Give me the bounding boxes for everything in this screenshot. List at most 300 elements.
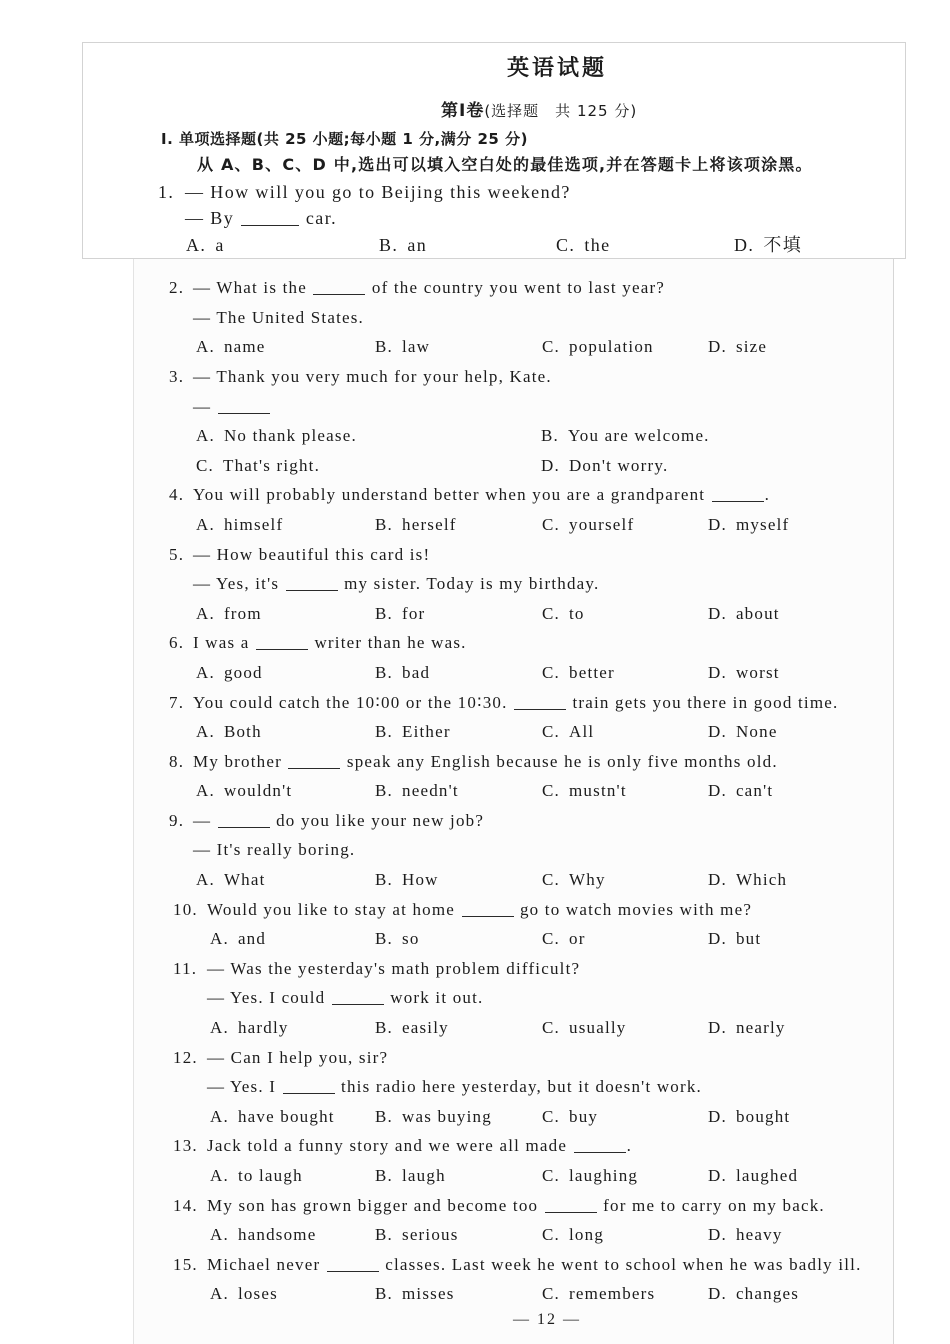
text-segment: You could catch the 10∶00 or the 10∶30. [193, 692, 513, 712]
option-label: D. [541, 455, 560, 475]
text-segment: classes. Last week he went to school when he was badly ill. [379, 1254, 862, 1274]
option-text: bought [735, 1106, 791, 1126]
answer-blank [218, 398, 270, 413]
question-text [207, 1131, 632, 1161]
option-text: Why [569, 870, 606, 890]
option-text: population [569, 337, 654, 357]
question-number: 12. [173, 1047, 198, 1067]
option-text: What [223, 870, 266, 890]
question-text [207, 895, 752, 925]
question-9 [134, 806, 893, 895]
options-row [134, 776, 893, 806]
option-a [196, 421, 357, 451]
text-segment: work it out. [384, 988, 484, 1008]
option-label: B. [375, 870, 393, 890]
text-segment: You will probably understand better when you are a grandparent [193, 485, 711, 505]
question-number: 13. [173, 1136, 198, 1156]
question-text [193, 628, 467, 658]
page-number: — 12 — [513, 1311, 581, 1328]
option-b [375, 332, 430, 362]
header-panel [82, 42, 906, 259]
option-d [708, 332, 767, 362]
question-text [193, 540, 430, 570]
text-segment: — The United States. [193, 307, 364, 327]
option-a [196, 658, 263, 688]
option-label: B. [375, 1018, 393, 1038]
option-a [210, 1220, 316, 1250]
option-d [708, 1161, 798, 1191]
option-d [708, 510, 789, 540]
answer-blank [462, 901, 514, 916]
option-text: and [237, 929, 267, 949]
options-row [134, 865, 893, 895]
question-number: 10. [173, 899, 198, 919]
text-segment: I was a [193, 633, 255, 653]
option-text: That's right. [223, 455, 321, 475]
option-label: B. [379, 234, 399, 255]
option-text: misses [402, 1284, 455, 1304]
question-stem [134, 1191, 893, 1221]
question-continuation [83, 205, 905, 232]
option-label: B. [375, 337, 393, 357]
option-b [375, 599, 425, 629]
options-row [134, 1279, 893, 1309]
text-segment: speak any English because he is only five months old. [341, 751, 778, 771]
text-segment: Would you like to stay at home [207, 899, 461, 919]
option-text: serious [402, 1225, 459, 1245]
option-label: C. [542, 1166, 560, 1185]
text-segment: — Yes. I could [207, 988, 331, 1008]
text-segment: — By [185, 208, 241, 229]
option-text: Which [735, 870, 788, 890]
text-segment: my sister. Today is my birthday. [338, 574, 600, 594]
text-segment: writer than he was. [309, 633, 467, 653]
question-stem [134, 895, 893, 925]
option-label: D. [708, 870, 727, 890]
question-stem [134, 1043, 893, 1073]
question-stem [134, 806, 893, 836]
options-row [134, 658, 893, 688]
option-text: name [223, 337, 266, 357]
question-list-top [83, 179, 905, 259]
question-number: 4. [169, 485, 185, 505]
option-label: A. [186, 234, 207, 255]
volume-heading [441, 101, 637, 121]
option-text: laugh [402, 1166, 446, 1185]
option-text: wouldn't [223, 781, 293, 801]
option-label: D. [708, 514, 727, 534]
option-text: so [402, 929, 420, 949]
question-5 [134, 540, 893, 629]
question-3 [134, 362, 893, 480]
option-label: C. [542, 603, 560, 623]
question-text [207, 1250, 862, 1280]
question-text [193, 480, 770, 510]
volume-note: (选择题 共 125 分) [484, 102, 638, 120]
question-stem [83, 179, 905, 206]
option-text: long [569, 1225, 605, 1245]
option-label: D. [708, 1018, 727, 1038]
option-text: mustn't [569, 781, 627, 801]
question-text [193, 688, 838, 718]
option-text: to [569, 603, 585, 623]
option-label: D. [708, 1106, 727, 1126]
option-text: How [402, 870, 439, 890]
option-label: A. [196, 662, 215, 682]
question-13 [134, 1131, 893, 1190]
option-d [708, 658, 780, 688]
option-a [210, 924, 266, 954]
options-row [83, 232, 905, 259]
option-b [375, 510, 457, 540]
text-segment: Michael never [207, 1254, 326, 1274]
option-text: himself [223, 514, 284, 534]
answer-blank [327, 1256, 379, 1271]
text-segment: Jack told a funny story and we were all made [207, 1136, 573, 1156]
option-label: C. [542, 1018, 560, 1038]
option-label: A. [210, 1018, 229, 1038]
answer-blank [545, 1197, 597, 1212]
option-text: handsome [237, 1225, 317, 1245]
question-4 [134, 480, 893, 539]
question-6 [134, 628, 893, 687]
option-label: B. [375, 662, 393, 682]
text-segment: do you like your new job? [270, 810, 485, 830]
option-label: B. [375, 603, 393, 623]
option-text: laughed [735, 1166, 799, 1185]
option-label: C. [542, 337, 560, 357]
option-text: to laugh [237, 1166, 303, 1185]
question-stem [134, 954, 893, 984]
answer-blank [283, 1079, 335, 1094]
option-label: C. [542, 1106, 560, 1126]
option-label: D. [708, 603, 727, 623]
question-number: 1. [158, 181, 175, 202]
question-text [207, 1072, 702, 1102]
text-segment: train gets you there in good time. [567, 692, 839, 712]
option-d [708, 1220, 783, 1250]
question-stem [134, 480, 893, 510]
option-label: C. [542, 662, 560, 682]
answer-blank [241, 210, 299, 226]
option-text: better [569, 662, 615, 682]
option-label: D. [708, 1166, 727, 1185]
option-label: A. [210, 1284, 229, 1304]
text-segment: this radio here yesterday, but it doesn't work. [335, 1077, 703, 1097]
option-label: B. [375, 722, 393, 742]
option-text: herself [402, 514, 457, 534]
question-number: 2. [169, 278, 185, 298]
question-continuation [134, 835, 893, 865]
answer-blank [514, 694, 566, 709]
question-text [207, 983, 484, 1013]
question-11 [134, 954, 893, 1043]
option-text: good [223, 662, 263, 682]
option-d [708, 1102, 790, 1132]
text-segment: go to watch movies with me? [514, 899, 753, 919]
option-a [210, 1013, 289, 1043]
section-heading: Ⅰ. 单项选择题(共 25 小题;每小题 1 分,满分 25 分) [161, 130, 528, 148]
option-text: a [215, 234, 225, 255]
option-text: changes [735, 1284, 800, 1304]
option-d [541, 451, 668, 481]
option-d [708, 1279, 799, 1309]
question-text [185, 205, 337, 232]
option-a [210, 1102, 335, 1132]
option-text: Either [402, 722, 451, 742]
option-label: D. [708, 662, 727, 682]
options-row [134, 510, 893, 540]
option-a [196, 865, 266, 895]
question-text [193, 569, 599, 599]
option-c [542, 658, 615, 688]
exam-title: 英语试题 [507, 56, 608, 81]
option-label: A. [196, 514, 215, 534]
option-c [542, 776, 627, 806]
question-text [207, 954, 580, 984]
option-label: A. [210, 929, 229, 949]
question-text [207, 1043, 388, 1073]
option-label: A. [196, 426, 215, 446]
option-label: A. [210, 1166, 229, 1185]
question-stem [134, 540, 893, 570]
option-text: law [402, 337, 431, 357]
option-c [542, 599, 585, 629]
option-text: an [407, 234, 428, 255]
option-text: All [569, 722, 595, 742]
option-label: C. [542, 514, 560, 534]
option-b [375, 658, 430, 688]
options-row [134, 717, 893, 747]
option-text: heavy [735, 1225, 783, 1245]
question-number: 7. [169, 692, 185, 712]
option-text: yourself [569, 514, 635, 534]
option-text: easily [402, 1018, 449, 1038]
option-d [734, 232, 802, 259]
option-text: laughing [569, 1166, 639, 1185]
text-segment: — How will you go to Beijing this weekend? [185, 181, 571, 202]
option-label: D. [708, 722, 727, 742]
option-c [542, 865, 606, 895]
option-b [375, 865, 439, 895]
option-a [210, 1279, 278, 1309]
answer-blank [574, 1138, 626, 1153]
option-label: A. [210, 1106, 229, 1126]
text-segment: car. [300, 208, 337, 229]
options-row [134, 1220, 893, 1250]
text-segment: — How beautiful this card is! [193, 544, 431, 564]
option-text: can't [735, 781, 774, 801]
question-text [193, 747, 778, 777]
option-label: D. [708, 1225, 727, 1245]
question-continuation [134, 303, 893, 333]
text-segment: . [764, 485, 771, 505]
text-segment: — It's really boring. [193, 840, 356, 860]
option-label: D. [708, 781, 727, 801]
text-segment: My brother [193, 751, 288, 771]
question-continuation [134, 983, 893, 1013]
question-10 [134, 895, 893, 954]
option-label: A. [196, 870, 215, 890]
answer-blank [286, 576, 338, 591]
option-text: 不填 [763, 234, 803, 255]
option-label: C. [542, 929, 560, 949]
options-row [134, 332, 893, 362]
option-text: bad [402, 662, 431, 682]
option-text: You are welcome. [568, 426, 710, 446]
option-a [196, 717, 262, 747]
option-b [375, 717, 451, 747]
option-label: D. [708, 929, 727, 949]
text-segment: for me to carry on my back. [597, 1195, 825, 1215]
question-number: 5. [169, 544, 185, 564]
question-list [134, 273, 893, 1309]
option-text: for [402, 603, 426, 623]
answer-blank [712, 487, 764, 502]
answer-blank [256, 635, 308, 650]
option-c [542, 1102, 598, 1132]
option-b [375, 1102, 492, 1132]
question-1 [83, 179, 905, 259]
option-text: buy [569, 1106, 599, 1126]
option-label: C. [196, 455, 214, 475]
option-text: about [735, 603, 780, 623]
option-c [542, 1161, 638, 1191]
option-text: usually [569, 1018, 627, 1038]
option-text: the [584, 234, 611, 255]
option-b [375, 1220, 459, 1250]
option-a [186, 232, 225, 259]
options-row [134, 421, 893, 451]
option-b [375, 776, 459, 806]
option-d [708, 776, 773, 806]
text-segment: — Yes, it's [193, 574, 285, 594]
option-c [542, 510, 634, 540]
option-label: B. [375, 929, 393, 949]
question-2 [134, 273, 893, 362]
options-row [134, 1102, 893, 1132]
option-c [542, 1013, 627, 1043]
question-text [193, 362, 552, 392]
question-stem [134, 747, 893, 777]
question-text [207, 1191, 825, 1221]
option-d [708, 717, 778, 747]
question-page [133, 258, 894, 1344]
text-segment: of the country you went to last year? [366, 278, 666, 298]
question-number: 9. [169, 810, 185, 830]
question-number: 8. [169, 751, 185, 771]
option-b [375, 1161, 446, 1191]
option-label: A. [196, 603, 215, 623]
text-segment: . [626, 1136, 633, 1156]
option-text: from [223, 603, 262, 623]
option-label: C. [542, 1225, 560, 1245]
question-stem [134, 1250, 893, 1280]
option-c [542, 717, 594, 747]
option-text: None [735, 722, 778, 742]
option-label: B. [375, 514, 393, 534]
option-a [196, 332, 266, 362]
option-text: have bought [237, 1106, 335, 1126]
option-label: B. [541, 426, 559, 446]
option-text: Both [223, 722, 262, 742]
question-text [193, 835, 355, 865]
option-text: No thank please. [223, 426, 357, 446]
option-label: B. [375, 1284, 393, 1304]
option-text: or [569, 929, 586, 949]
option-d [708, 865, 787, 895]
text-segment: — [193, 810, 217, 830]
option-c [542, 332, 654, 362]
text-segment: — Can I help you, sir? [207, 1047, 389, 1067]
question-text [193, 303, 364, 333]
option-c [196, 451, 320, 481]
option-a [196, 599, 262, 629]
question-stem [134, 273, 893, 303]
option-a [196, 776, 292, 806]
question-number: 15. [173, 1254, 198, 1274]
option-label: C. [556, 234, 576, 255]
options-row [134, 1013, 893, 1043]
option-label: C. [542, 722, 560, 742]
option-label: A. [210, 1225, 229, 1245]
text-segment: — Yes. I [207, 1077, 282, 1097]
options-row [134, 1161, 893, 1191]
question-number: 3. [169, 366, 185, 386]
question-continuation [134, 569, 893, 599]
text-segment: — [193, 396, 217, 416]
options-row [134, 924, 893, 954]
option-label: B. [375, 781, 393, 801]
question-15 [134, 1250, 893, 1309]
question-text [193, 273, 665, 303]
option-label: A. [196, 781, 215, 801]
option-text: size [735, 337, 768, 357]
question-number: 6. [169, 633, 185, 653]
option-b [541, 421, 710, 451]
question-text [185, 179, 571, 206]
option-label: C. [542, 1284, 560, 1304]
question-8 [134, 747, 893, 806]
option-text: loses [237, 1284, 278, 1304]
answer-blank [218, 812, 270, 827]
text-segment: — Thank you very much for your help, Kate. [193, 366, 552, 386]
option-text: myself [735, 514, 790, 534]
option-b [379, 232, 427, 259]
volume-label: 第Ⅰ卷 [441, 101, 485, 121]
question-number: 11. [173, 958, 198, 978]
option-text: remembers [569, 1284, 656, 1304]
answer-blank [313, 280, 365, 295]
answer-blank [288, 753, 340, 768]
question-continuation [134, 392, 893, 422]
option-text: needn't [402, 781, 459, 801]
question-stem [134, 362, 893, 392]
option-label: C. [542, 870, 560, 890]
question-continuation [134, 1072, 893, 1102]
question-12 [134, 1043, 893, 1132]
options-row [134, 599, 893, 629]
question-14 [134, 1191, 893, 1250]
option-d [708, 599, 780, 629]
option-label: A. [196, 337, 215, 357]
option-label: D. [708, 337, 727, 357]
option-b [375, 1279, 455, 1309]
option-c [542, 924, 586, 954]
option-text: worst [735, 662, 780, 682]
option-text: but [735, 929, 762, 949]
option-b [375, 924, 420, 954]
